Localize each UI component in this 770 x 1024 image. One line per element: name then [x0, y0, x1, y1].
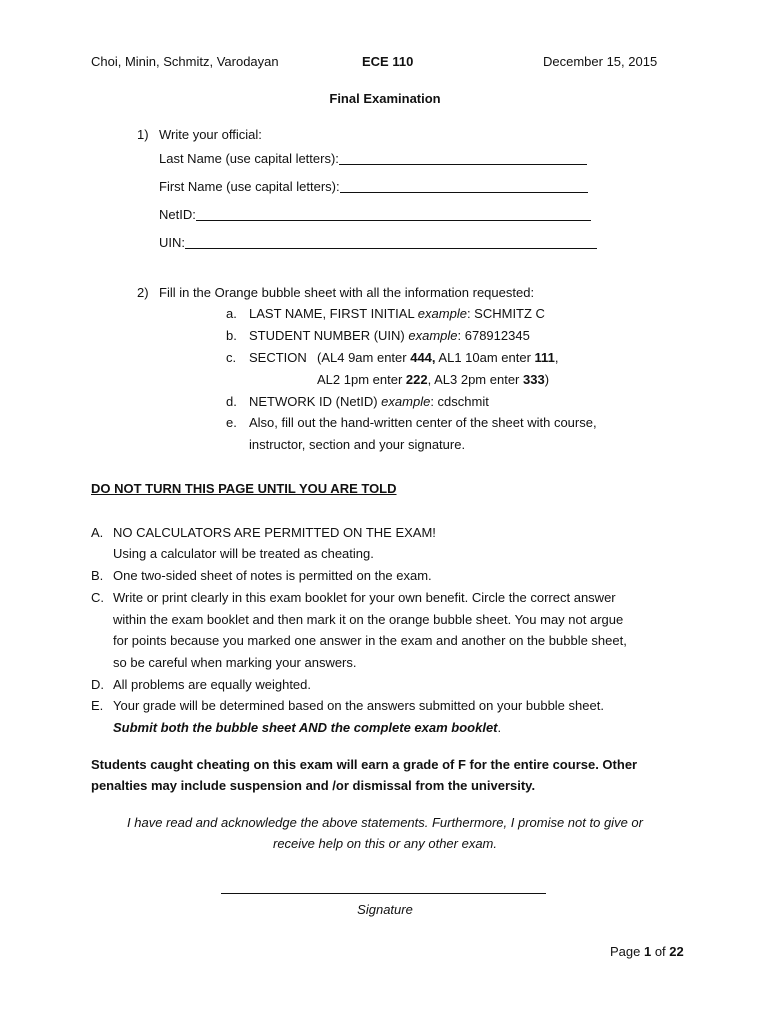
- netid-label: NetID:: [159, 207, 196, 222]
- q2-item-c-line2: AL2 1pm enter 222, AL3 2pm enter 333): [317, 372, 550, 387]
- q2-item-letter: b.: [226, 328, 237, 343]
- q2-number: 2): [137, 285, 149, 300]
- q2-prompt: Fill in the Orange bubble sheet with all the information requested:: [159, 285, 535, 300]
- q2-item-letter: e.: [226, 415, 237, 430]
- signature-label: Signature: [357, 902, 413, 917]
- rule-e-line1: Your grade will be determined based on the answers submitted on your bubble sheet.: [113, 698, 604, 713]
- header-date: December 15, 2015: [543, 54, 658, 69]
- q2-item-e-line2: instructor, section and your signature.: [249, 437, 466, 452]
- netid-field: [159, 207, 591, 221]
- acknowledge-line1: I have read and acknowledge the above statements. Furthermore, I promise not to give or: [127, 815, 643, 830]
- header-course: ECE 110: [362, 54, 414, 69]
- q1-number: 1): [137, 127, 149, 142]
- q1-prompt: Write your official:: [159, 127, 262, 142]
- uin-label: UIN:: [159, 235, 185, 250]
- page-title: Final Examination: [329, 91, 441, 106]
- q2-item-b: STUDENT NUMBER (UIN) example: 678912345: [249, 328, 530, 343]
- q2-item-d: NETWORK ID (NetID) example: cdschmit: [249, 394, 489, 409]
- signature-line[interactable]: [221, 893, 546, 894]
- rule-letter: D.: [91, 677, 104, 692]
- rule-letter: A.: [91, 525, 104, 540]
- rule-a-line2: Using a calculator will be treated as cheating.: [113, 546, 374, 561]
- rule-c-line1: Write or print clearly in this exam booklet for your own benefit. Circle the correct answer: [113, 590, 616, 605]
- cheating-line1: Students caught cheating on this exam will earn a grade of F for the entire course. Other: [91, 757, 638, 772]
- header-authors: Choi, Minin, Schmitz, Varodayan: [91, 54, 279, 69]
- first-name-label: First Name (use capital letters):: [159, 179, 340, 194]
- rule-letter: C.: [91, 590, 104, 605]
- rule-d-line1: All problems are equally weighted.: [113, 677, 311, 692]
- rule-letter: E.: [91, 698, 104, 713]
- last-name-field: [159, 151, 587, 165]
- q2-item-letter: c.: [226, 350, 237, 365]
- netid-input-line[interactable]: [196, 207, 591, 221]
- last-name-label: Last Name (use capital letters):: [159, 151, 339, 166]
- q2-item-letter: a.: [226, 306, 237, 321]
- page-number: Page 1 of 22: [610, 944, 684, 959]
- uin-field: [159, 235, 597, 249]
- rule-a-line1: NO CALCULATORS ARE PERMITTED ON THE EXAM!: [113, 525, 436, 540]
- rule-b-line1: One two-sided sheet of notes is permitted on the exam.: [113, 568, 432, 583]
- cheating-line2: penalties may include suspension and /or dismissal from the university.: [91, 778, 536, 793]
- q2-item-c-line1: (AL4 9am enter 444, AL1 10am enter 111,: [317, 350, 559, 365]
- rule-c-line3: for points because you marked one answer in the exam and another on the bubble sheet,: [113, 633, 627, 648]
- uin-input-line[interactable]: [185, 235, 597, 249]
- first-name-input-line[interactable]: [340, 179, 588, 193]
- do-not-turn-warning: DO NOT TURN THIS PAGE UNTIL YOU ARE TOLD: [91, 481, 397, 496]
- rule-letter: B.: [91, 568, 104, 583]
- rule-e-line2: Submit both the bubble sheet AND the complete exam booklet.: [113, 720, 502, 735]
- q2-item-e-line1: Also, fill out the hand-written center of the sheet with course,: [249, 415, 597, 430]
- q2-item-letter: d.: [226, 394, 237, 409]
- q2-item-c-label: SECTION: [249, 350, 307, 365]
- last-name-input-line[interactable]: [339, 151, 587, 165]
- first-name-field: [159, 179, 588, 193]
- acknowledge-line2: receive help on this or any other exam.: [272, 836, 497, 851]
- q2-item-a: LAST NAME, FIRST INITIAL example: SCHMITZ C: [249, 306, 545, 321]
- rule-c-line2: within the exam booklet and then mark it on the orange bubble sheet. You may not argue: [113, 612, 624, 627]
- rule-c-line4: so be careful when marking your answers.: [113, 655, 357, 670]
